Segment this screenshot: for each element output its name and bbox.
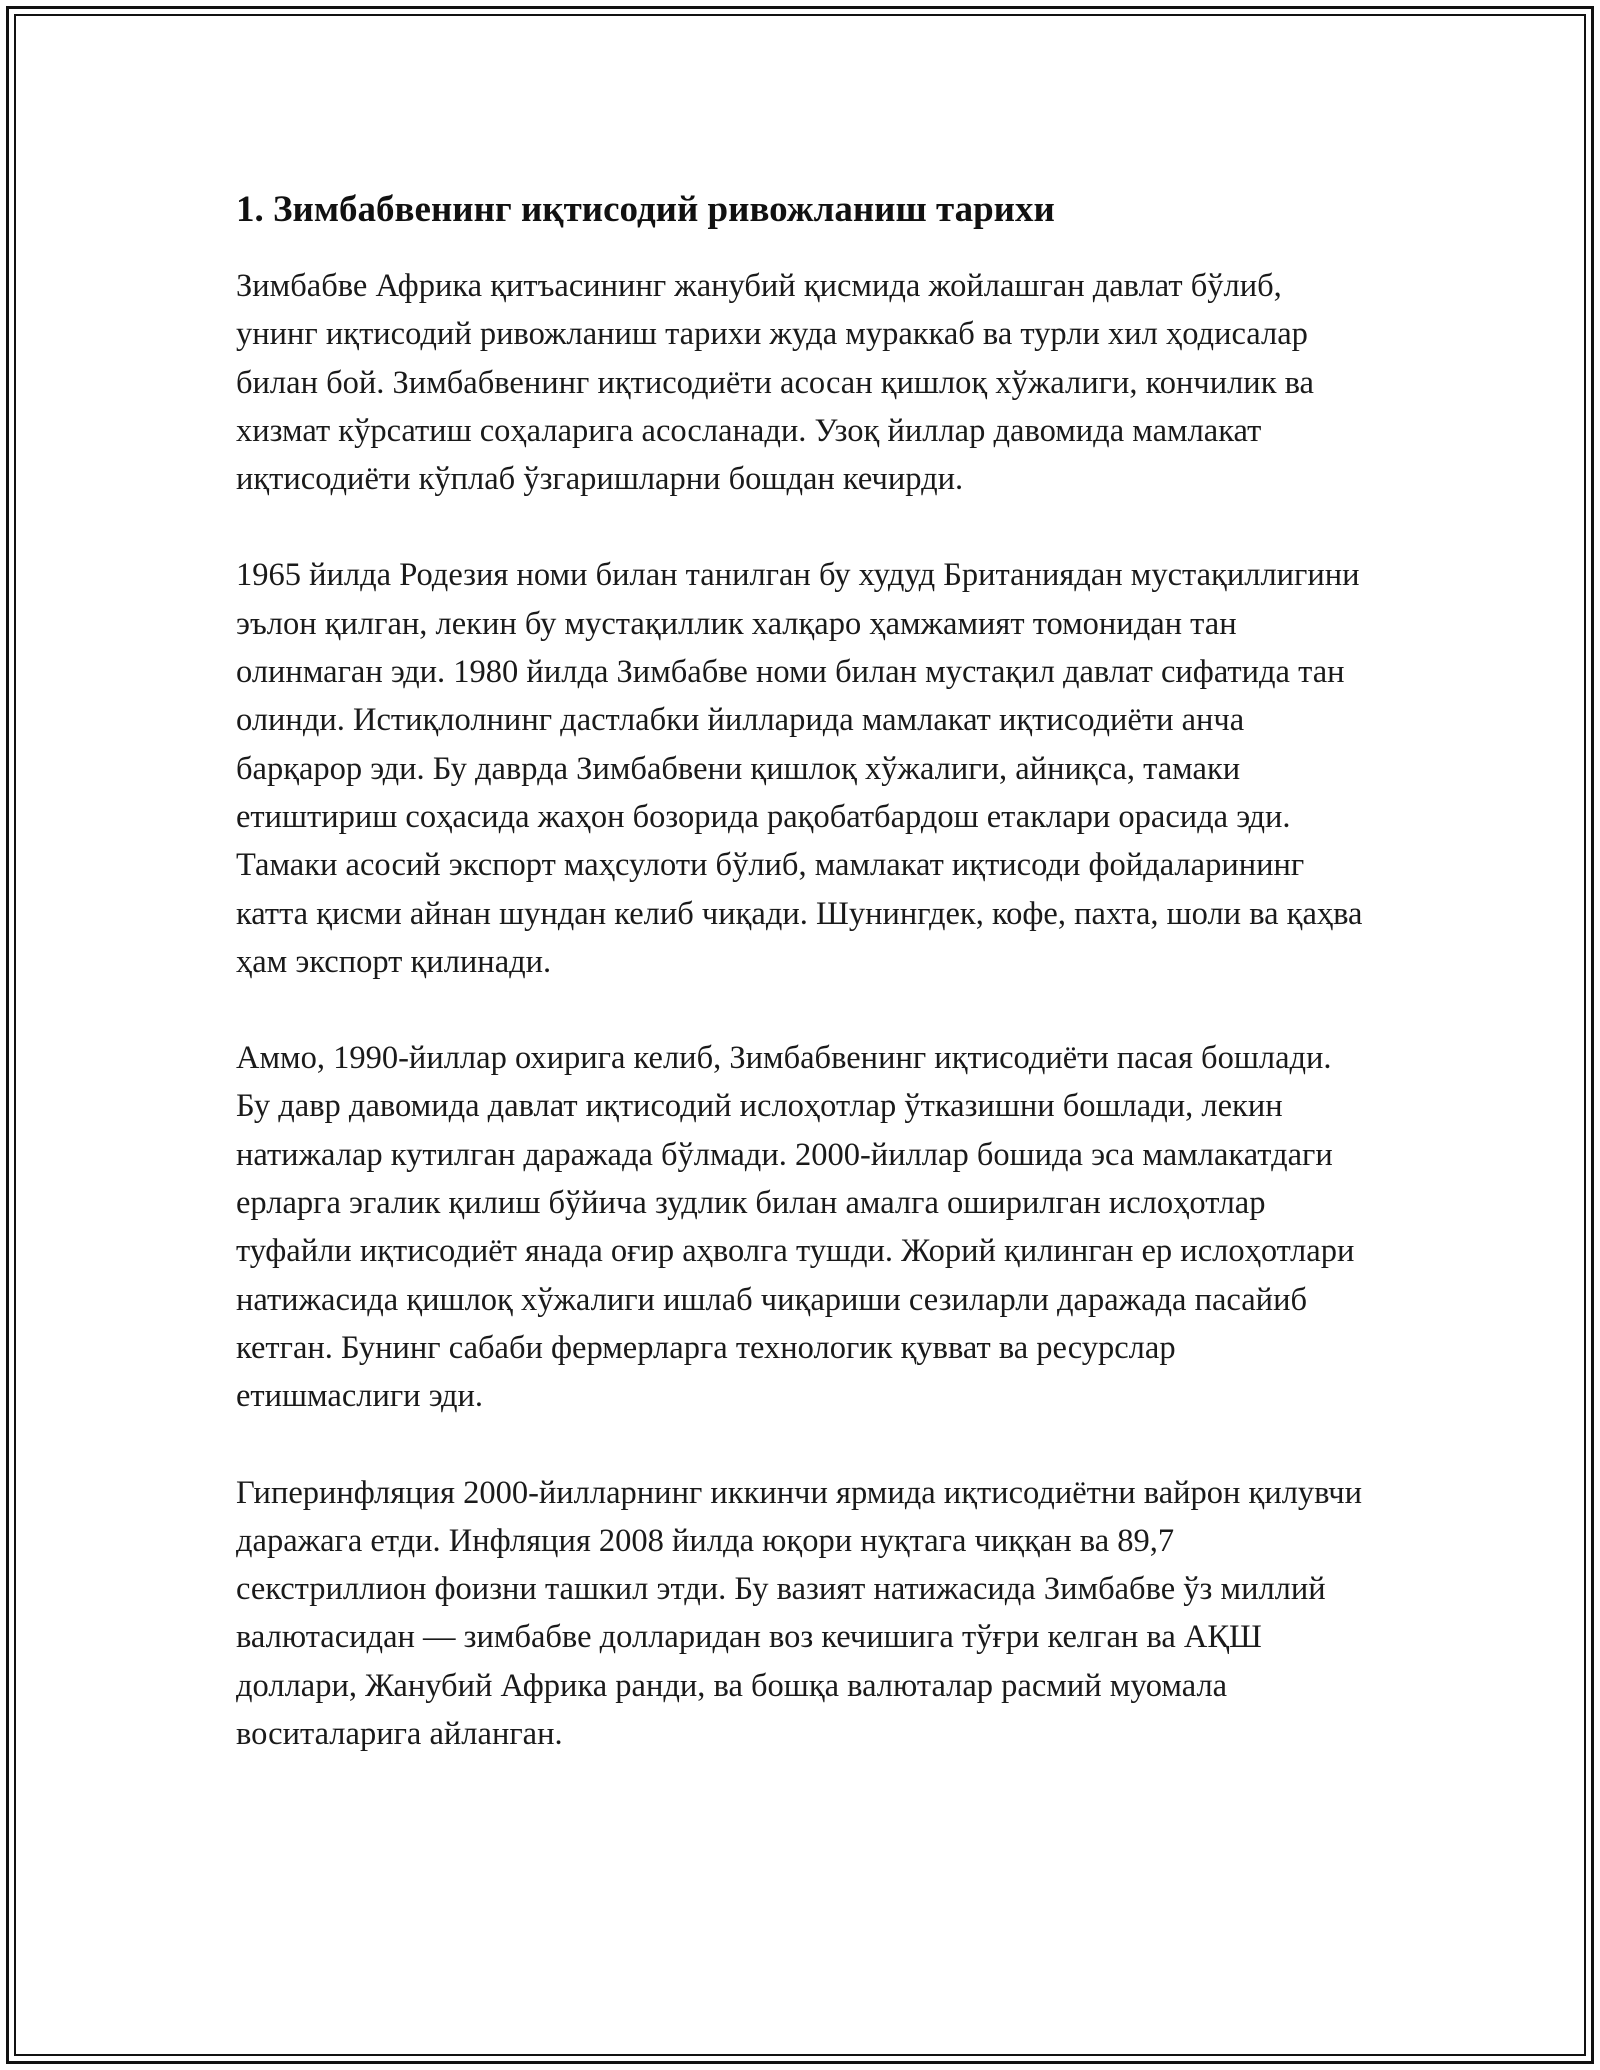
section-heading: 1. Зимбабвенинг иқтисодий ривожланиш тарихи [236, 189, 1055, 230]
paragraph-1: Зимбабве Африка қитъасининг жанубий қисмида жойлашган давлат бўлиб, унинг иқтисодий ривожланиш тарихи жуда мураккаб ва турли хил ҳодисалар билан бой. Зимбабвенинг иқтисодиёти асосан қишлоқ хўжалиги, кончилик ва хизмат кўрсатиш соҳаларига асосланади. Узоқ йиллар давомида мамлакат иқтисодиёти кўплаб ўзгаришларни бошдан кечирди. [236, 268, 1314, 498]
paragraph-4: Гиперинфляция 2000-йилларнинг иккинчи ярмида иқтисодиётни вайрон қилувчи даражага етди. Инфляция 2008 йилда юқори нуқтага чиққан ва 89,7 секстриллион фоизни ташкил этди. Бу вазият натижасида Зимбабве ўз миллий валютасидан — зимбабве долларидан воз кечишига тўғри келган ва АҚШ доллари, Жанубий Африка ранди, ва бошқа валюталар расмий муомала воситаларига айланган. [236, 1474, 1363, 1753]
document-body [236, 186, 1364, 1806]
paragraph-2: 1965 йилда Родезия номи билан танилган бу худуд Британиядан мустақиллигини эълон қилган, лекин бу мустақиллик халқаро ҳамжамият томонидан тан олинмаган эди. 1980 йилда Зимбабве номи билан мустақил давлат сифатида тан олинди. Истиқлолнинг дастлабки йилларида мамлакат иқтисодиёти анча барқарор эди. Бу даврда Зимбабвени қишлоқ хўжалиги, айниқса, тамаки етиштириш соҳасида жаҳон бозорида рақобатбардош етаклари орасида эди. Тамаки асосий экспорт маҳсулоти бўлиб, мамлакат иқтисоди фойдаларининг катта қисми айнан шундан келиб чиқади. Шунингдек, кофе, пахта, шоли ва қаҳва ҳам экспорт қилинади. [236, 557, 1363, 980]
paragraph-3: Аммо, 1990-йиллар охирига келиб, Зимбабвенинг иқтисодиёти пасая бошлади. Бу давр давомида давлат иқтисодий ислоҳотлар ўтказишни бошлади, лекин натижалар кутилган даражада бўлмади. 2000-йиллар бошида эса мамлакатдаги ерларга эгалик қилиш бўйича зудлик билан амалга оширилган ислоҳотлар туфайли иқтисодиёт янада оғир аҳволга тушди. Жорий қилинган ер ислоҳотлари натижасида қишлоқ хўжалиги ишлаб чиқариши сезиларли даражада пасайиб кетган. Бунинг сабаби фермерларга технологик қувват ва ресурслар етишмаслиги эди. [236, 1040, 1355, 1415]
